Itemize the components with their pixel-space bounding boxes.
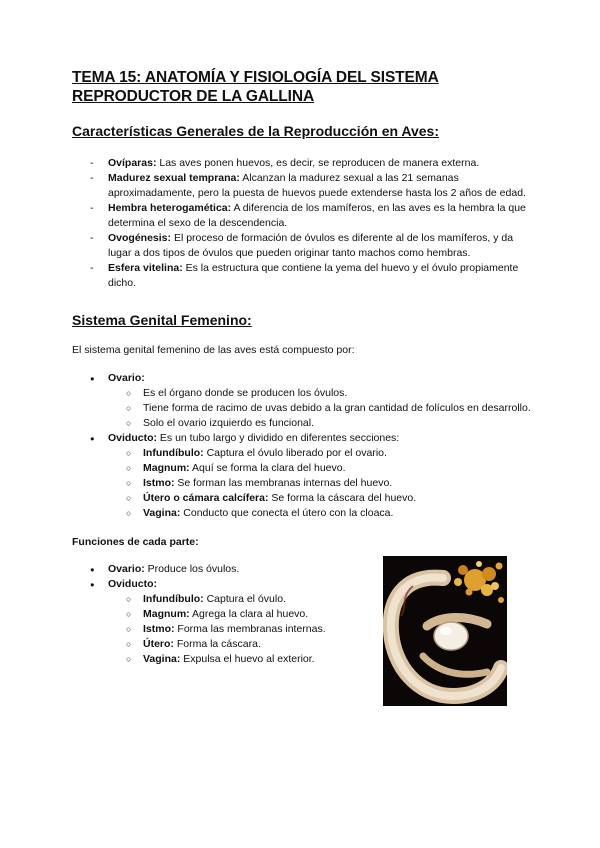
section-2-heading: Sistema Genital Femenino:: [72, 312, 252, 328]
list-item: ○ Útero o cámara calcífera: Se forma la cáscara del huevo.: [126, 491, 532, 506]
genital-parts-list: [72, 371, 532, 521]
list-item: ○ Es el órgano donde se producen los óvulos.: [126, 386, 532, 401]
list-item: ○ Istmo: Se forman las membranas internas del huevo.: [126, 476, 532, 491]
title-line-1: TEMA 15: ANATOMÍA Y FISIOLOGÍA DEL SISTEMA: [72, 69, 439, 86]
list-item: - Madurez sexual temprana: Alcanzan la madurez sexual a las 21 semanas aproximadamente, pero la puesta de huevos puede extenderse hasta los 2 años de edad.: [90, 171, 532, 201]
list-item: ○ Vagina: Expulsa el huevo al exterior.: [126, 652, 390, 667]
hen-reproductive-tract-photo: [383, 556, 507, 706]
list-item-ovario-function: ● Ovario: Produce los óvulos.: [90, 562, 390, 577]
list-item: - Ovíparas: Las aves ponen huevos, es decir, se reproducen de manera externa.: [90, 156, 532, 171]
list-item: ○ Infundíbulo: Captura el óvulo.: [126, 592, 390, 607]
section-2-intro: El sistema genital femenino de las aves está compuesto por:: [72, 344, 355, 356]
functions-sublist: [108, 592, 390, 667]
list-item: ○ Vagina: Conducto que conecta el útero con la cloaca.: [126, 506, 532, 521]
section-1-heading: Características Generales de la Reproducción en Aves:: [72, 123, 440, 139]
ovario-sublist: [108, 386, 532, 431]
section-general-characteristics: [72, 122, 532, 291]
oviduct-illustration: [383, 556, 507, 706]
list-item: ○ Magnum: Agrega la clara al huevo.: [126, 607, 390, 622]
oviducto-sublist: [108, 446, 532, 521]
list-item: ○ Útero: Forma la cáscara.: [126, 637, 390, 652]
functions-list: [72, 562, 390, 667]
list-item: ○ Tiene forma de racimo de uvas debido a la gran cantidad de folículos en desarrollo.: [126, 401, 532, 416]
title-line-2: REPRODUCTOR DE LA GALLINA: [72, 88, 315, 105]
characteristics-list: [72, 156, 532, 291]
list-item-ovario: ● Ovario: ○ Es el órgano donde se producen los óvulos. ○ Tiene forma de racimo de uvas debido a la gran cantidad de folículos en desarrollo. ○ Solo el ovario izquierdo es funcional.: [90, 371, 532, 431]
list-item-oviducto-function: ● Oviducto: ○ Infundíbulo: Captura el óvulo. ○ Magnum: Agrega la clara al huevo. ○ Istmo: Forma las membranas internas. ○ Útero: Forma la cáscara. ○ Vagina: Expulsa el huevo al exterior.: [90, 577, 390, 667]
list-item: - Esfera vitelina: Es la estructura que contiene la yema del huevo y el óvulo propiamente dicho.: [90, 261, 532, 291]
document-title: [72, 68, 532, 106]
functions-heading: Funciones de cada parte:: [72, 536, 199, 548]
list-item: ○ Istmo: Forma las membranas internas.: [126, 622, 390, 637]
list-item: ○ Infundíbulo: Captura el óvulo liberado por el ovario.: [126, 446, 532, 461]
list-item-oviducto: ● Oviducto: Es un tubo largo y dividido en diferentes secciones: ○ Infundíbulo: Captura el óvulo liberado por el ovario. ○ Magnum: Aquí se forma la clara del huevo. ○ Istmo: Se forman las membranas internas del huevo. ○ Útero o cámara calcífera: Se forma la cáscara del huevo. ○ Vagina: Conducto que conecta el útero con la cloaca.: [90, 431, 532, 521]
list-item: - Ovogénesis: El proceso de formación de óvulos es diferente al de los mamíferos, y da lugar a dos tipos de óvulos que pueden originar tanto machos como hembras.: [90, 231, 532, 261]
list-item: - Hembra heterogamética: A diferencia de los mamíferos, en las aves es la hembra la que determina el sexo de la descendencia.: [90, 201, 532, 231]
list-item: ○ Magnum: Aquí se forma la clara del huevo.: [126, 461, 532, 476]
list-item: ○ Solo el ovario izquierdo es funcional.: [126, 416, 532, 431]
section-female-genital-system: [72, 311, 532, 521]
